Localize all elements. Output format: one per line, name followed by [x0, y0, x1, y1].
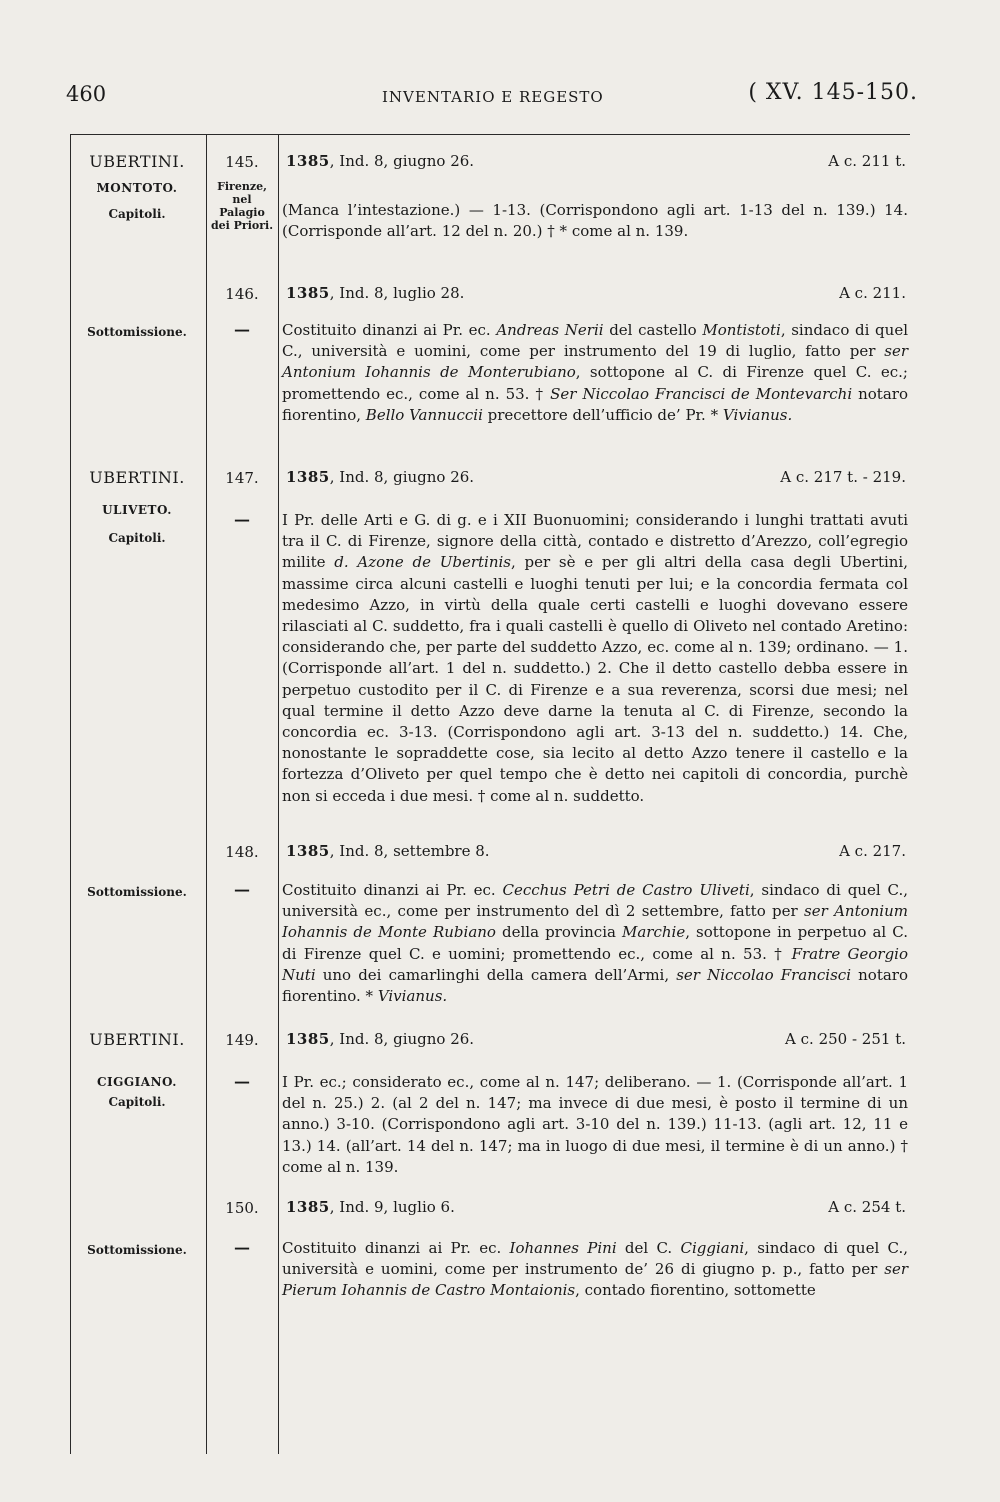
- margin-rule: [206, 134, 207, 1454]
- text-segment-italic: Ser Niccolao Francisci de Montevarchi: [550, 384, 853, 403]
- text-segment-italic: Cecchus Petri de Castro Uliveti: [502, 881, 750, 899]
- folio-reference: A c. 254 t.: [828, 1198, 906, 1216]
- entry-number: 148.: [225, 843, 259, 861]
- text-segment-italic: Vivianus.: [722, 405, 793, 424]
- text-segment: I Pr. delle Arti e G. di g. e i XII Buonuomini; considerando i lunghi trattati avuti tra il C. di Firenze, signore della città, contado e distretto d’Arezzo, coll’egregio milite: [282, 511, 908, 572]
- entry-148-number-col: [208, 842, 276, 862]
- folio-reference: A c. 217 t. - 219.: [780, 468, 906, 486]
- entry-149-number-col: [208, 1030, 276, 1050]
- entry-year: 1385: [286, 1198, 330, 1216]
- entry-150-text: [282, 1238, 908, 1302]
- entry-number: 147.: [225, 469, 259, 487]
- entry-dash: —: [234, 510, 250, 529]
- place-name: CIGGIANO.: [97, 1075, 177, 1089]
- text-segment-italic: d. Azone de Ubertinis: [334, 553, 511, 572]
- text-segment-italic: ser Niccolao Francisci: [676, 965, 852, 984]
- text-segment-italic: Ciggiani: [680, 1239, 745, 1257]
- text-segment: , sindaco di quel C., università e uomini, come per instrumento de’ 26 di giugno p. p., fatto per: [282, 1239, 909, 1279]
- entry-date-rest: , Ind. 9, luglio 6.: [329, 1198, 455, 1216]
- entry-150-dash-col: [208, 1238, 276, 1258]
- entry-147-heading: [286, 468, 906, 490]
- family-name: UBERTINI.: [89, 468, 185, 487]
- document-kind: Sottomissione.: [87, 1243, 187, 1257]
- entry-number: 150.: [225, 1199, 259, 1217]
- text-segment-italic: ser Pierum Iohannis de Castro Montaionis: [282, 1260, 908, 1300]
- document-kind: Capitoli.: [108, 1095, 166, 1109]
- text-segment: , contado fiorentino, sottomette: [575, 1281, 816, 1300]
- entry-date: [286, 468, 474, 486]
- regest-paragraph: [282, 510, 908, 807]
- entry-150-margin: [72, 1242, 202, 1258]
- text-segment: della provincia: [495, 923, 622, 942]
- folio-reference: A c. 211.: [839, 284, 906, 302]
- entry-number: 145.: [225, 153, 259, 171]
- text-segment-italic: Andreas Nerii: [496, 321, 604, 339]
- regest-paragraph: [282, 200, 908, 242]
- left-rule: [70, 134, 71, 1454]
- text-segment-italic: Montistoti: [702, 321, 781, 339]
- entry-145-heading: [286, 152, 906, 174]
- entry-147-margin: [72, 468, 202, 546]
- text-segment-italic: Fratre Georgio Nuti: [282, 944, 909, 984]
- entry-149-dash-col: [208, 1072, 276, 1092]
- text-segment-italic: ser Antonium Iohannis de Monterubiano: [282, 342, 908, 382]
- regest-paragraph: [282, 1238, 908, 1302]
- family-name: UBERTINI.: [89, 1030, 185, 1049]
- entry-date-rest: , Ind. 8, luglio 28.: [329, 284, 465, 302]
- entry-date: [286, 1198, 455, 1216]
- entry-148-text: [282, 880, 908, 1007]
- text-segment: Costituito dinanzi ai Pr. ec.: [282, 881, 503, 899]
- entry-date-rest: , Ind. 8, settembre 8.: [329, 842, 490, 860]
- text-segment: , sottopone al C. di Firenze quel C. ec.; promettendo ec., come al n. 53. †: [282, 363, 908, 403]
- folio-reference: A c. 250 - 251 t.: [785, 1030, 906, 1048]
- running-title: INVENTARIO E REGESTO: [382, 88, 604, 106]
- text-segment: uno dei camarlinghi della camera dell’Armi,: [315, 965, 677, 984]
- family-name: UBERTINI.: [89, 152, 185, 171]
- entry-149-margin: [72, 1030, 202, 1110]
- text-segment: precettore dell’ufficio de’ Pr. *: [482, 405, 723, 424]
- folio-reference: A c. 217.: [839, 842, 906, 860]
- entry-dash: —: [234, 1072, 250, 1091]
- office-line: nel Palagio: [219, 193, 265, 219]
- text-segment-italic: Bello Vannuccii: [365, 405, 483, 424]
- entry-year: 1385: [286, 284, 330, 302]
- entry-dash: —: [234, 880, 250, 899]
- running-header: [0, 82, 1000, 118]
- text-segment: del castello: [603, 321, 703, 339]
- entry-147-text: [282, 510, 908, 807]
- text-segment: , sindaco di quel C., università ec., come per instrumento del dì 2 settembre, fatto per: [282, 881, 908, 921]
- text-segment-italic: Vivianus.: [377, 987, 448, 1006]
- entry-date-rest: , Ind. 8, giugno 26.: [329, 152, 475, 170]
- section-range: ( XV. 145-150.: [748, 80, 918, 105]
- entry-146-number-col: [208, 284, 276, 304]
- entry-150-heading: [286, 1198, 906, 1220]
- top-rule: [70, 134, 910, 135]
- text-segment: I Pr. ec.; considerato ec., come al n. 147; deliberano. — 1. (Corrisponde all’art. 1 del n. 25.) 2. (al 2 del n. 147; ma invece di due mesi, è posto il termine di un anno.) 3-10. (Corrispondono agli art. 3-10 del n. 139.) 11-13. (agli art. 12, 11 e 13.) 14. (all’art. 14 del n. 147; ma in luogo di due mesi, il termine è di un anno.) † come al n. 139.: [282, 1073, 908, 1176]
- text-segment: notaro fiorentino,: [282, 384, 908, 424]
- text-segment-italic: Marchie: [622, 923, 686, 942]
- entry-150-number-col: [208, 1198, 276, 1218]
- entry-year: 1385: [286, 1030, 330, 1048]
- entry-146-margin: [72, 324, 202, 340]
- entry-dash: —: [234, 320, 250, 339]
- entry-year: 1385: [286, 152, 330, 170]
- text-segment: notaro fiorentino. *: [282, 965, 908, 1006]
- document-kind: Capitoli.: [108, 531, 166, 545]
- text-segment: , sindaco di quel C., università e uomini, come per instrumento del 19 di luglio, fatto per: [282, 321, 908, 361]
- folio-reference: A c. 211 t.: [828, 152, 906, 170]
- text-segment: , per sè e per gli altri della casa degli Ubertini, massime circa alcuni castelli e luoghi tenuti per lui; e la concordia fermata col medesimo Azzo, in virtù della quale certi castelli e luoghi dovevano essere rilasciati al C. suddetto, fra i quali castelli è quello di Oliveto nel contado Aretino: considerando che, per parte del suddetto Azzo, ec. come al n. 139; ordinano. — 1. (Corrisponde all’art. 1 del n. suddetto.) 2. Che il detto castello debba essere in perpetuo custodito per il C. di Firenze e a sua reverenza, scorsi due mesi; nel qual termine il detto Azzo deve darne la tenuta al C. di Firenze, secondo la concordia ec. 3-13. (Corrispondono agli art. 3-13 del n. suddetto.) 14. Che, nonostante le sopraddette cose, sia lecito al detto Azzo tenere il castello e la fortezza d’Oliveto per quel tempo che è detto nei capitoli di concordia, purchè non si ecceda i due mesi. † come al n. suddetto.: [282, 553, 909, 805]
- place-name: ULIVETO.: [102, 503, 172, 517]
- text-segment: Costituito dinanzi ai Pr. ec.: [282, 321, 497, 339]
- entry-number: 146.: [225, 285, 259, 303]
- text-segment-italic: Iohannes Pini: [509, 1239, 617, 1257]
- document-kind: Sottomissione.: [87, 325, 187, 339]
- regest-paragraph: [282, 320, 908, 426]
- entry-year: 1385: [286, 842, 330, 860]
- office-line: dei Priori.: [210, 219, 274, 232]
- text-segment: (Manca l’intestazione.) — 1-13. (Corrispondono agli art. 1-13 del n. 139.) 14. (Corrisponde all’art. 12 del n. 20.) † * come al n. 139.: [282, 201, 908, 241]
- entry-date: [286, 284, 464, 302]
- entry-149-heading: [286, 1030, 906, 1052]
- entry-147-dash-col: [208, 510, 276, 530]
- entry-number: 149.: [225, 1031, 259, 1049]
- entry-year: 1385: [286, 468, 330, 486]
- regest-paragraph: [282, 1072, 908, 1178]
- entry-145-margin: [72, 152, 202, 222]
- place-name: MONTOTO.: [96, 181, 178, 195]
- entry-date: [286, 842, 490, 860]
- number-rule: [278, 134, 279, 1454]
- entry-dash: —: [234, 1238, 250, 1257]
- entry-147-number-col: [208, 468, 276, 488]
- text-segment: Costituito dinanzi ai Pr. ec.: [282, 1239, 510, 1257]
- entry-149-text: [282, 1072, 908, 1178]
- entry-date-rest: , Ind. 8, giugno 26.: [329, 1030, 475, 1048]
- entry-148-heading: [286, 842, 906, 864]
- entry-145-number-col: [208, 152, 276, 232]
- entry-145-text: [282, 200, 908, 242]
- entry-146-heading: [286, 284, 906, 306]
- entry-date-rest: , Ind. 8, giugno 26.: [329, 468, 475, 486]
- document-kind: Sottomissione.: [87, 885, 187, 899]
- page-number: 460: [66, 82, 107, 106]
- entry-146-dash-col: [208, 320, 276, 340]
- text-segment-italic: ser Antonium Iohannis de Monte Rubiano: [282, 902, 908, 942]
- entry-146-text: [282, 320, 908, 426]
- text-segment: del C.: [616, 1239, 681, 1257]
- entry-148-margin: [72, 884, 202, 900]
- document-kind: Capitoli.: [108, 207, 166, 221]
- entry-148-dash-col: [208, 880, 276, 900]
- entry-date: [286, 1030, 474, 1048]
- entry-date: [286, 152, 474, 170]
- regest-paragraph: [282, 880, 908, 1007]
- office-line: Firenze,: [217, 180, 267, 193]
- text-segment: , sottopone in perpetuo al C. di Firenze quel C. e uomini; promettendo ec., come al n. 53. †: [282, 923, 908, 963]
